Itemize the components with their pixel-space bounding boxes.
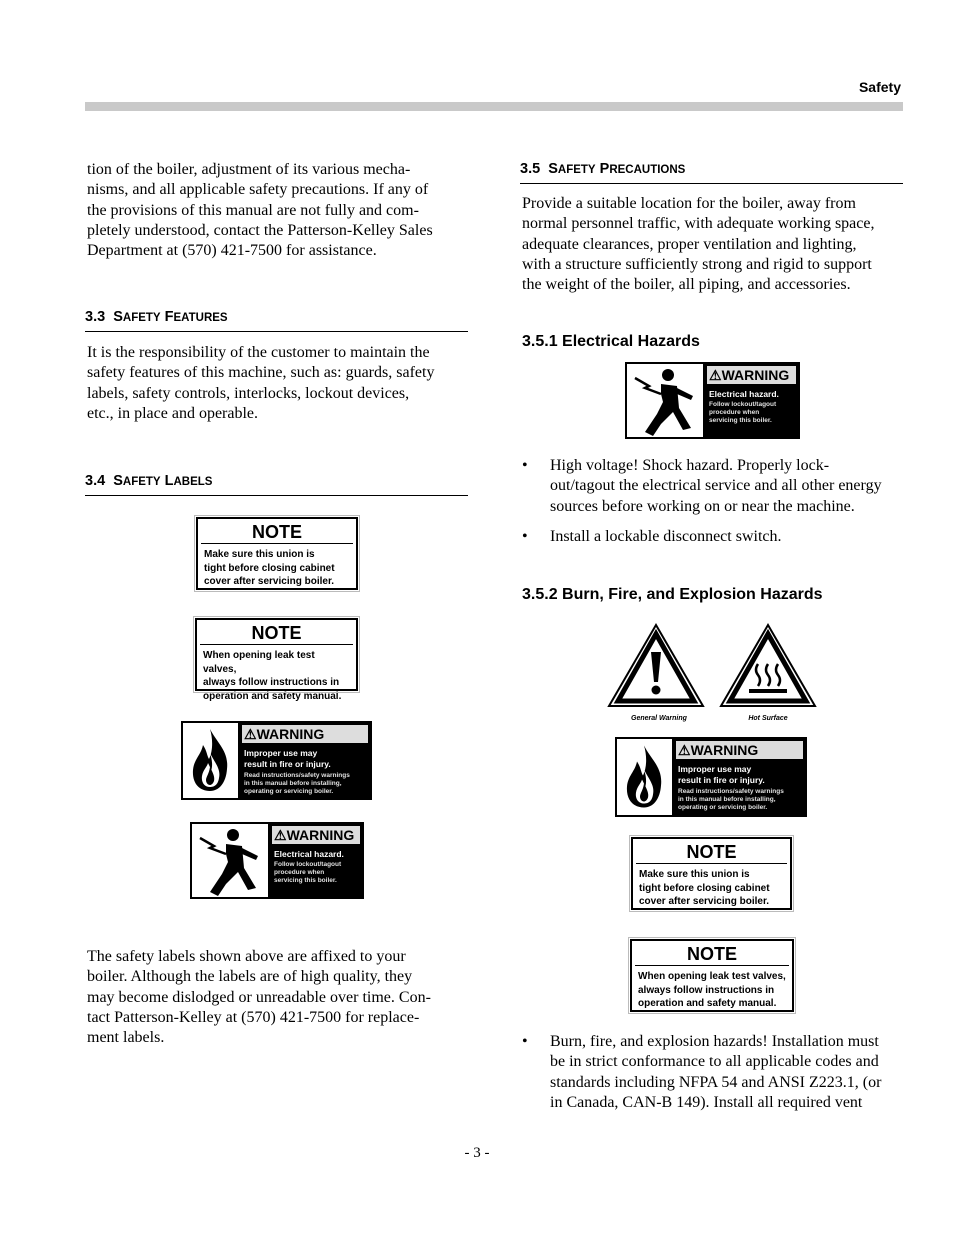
general-warning-caption: General Warning bbox=[631, 715, 687, 722]
burn-hazards-list bbox=[522, 1032, 904, 1123]
list-item: • Burn, fire, and explosion hazards! Installation must be in strict conformance to all applicable codes and standards including NFPA 54 and ANSI Z223.1, (or in Canada, CAN-B 149). Install all required vent bbox=[522, 1032, 904, 1113]
page-number: - 3 - bbox=[464, 1145, 490, 1161]
running-header-title: Safety bbox=[858, 79, 901, 95]
hot-surface-caption: Hot Surface bbox=[748, 715, 788, 722]
heading-3-4-safety-labels: 3.4 SAFETY LABELS bbox=[85, 473, 468, 496]
heading-3-3-safety-features: 3.3 SAFETY FEATURES bbox=[85, 309, 468, 332]
safety-precautions-paragraph: Provide a suitable location for the boiler, away from normal personnel traffic, with adequate working space, adequate clearances, proper ventilation and lighting, with a structure sufficiently strong and rigid to support the weight of the boiler, all piping, and accessories. bbox=[522, 195, 875, 294]
safety-features-paragraph: It is the responsibility of the customer to maintain the safety features of this machine, such as: guards, safety labels, safety controls, interlocks, lockout devices, etc., in place and operable. bbox=[87, 344, 435, 422]
electric-shock-icon bbox=[627, 364, 705, 437]
heading-3-5-1-electrical-hazards: 3.5.1 Electrical Hazards bbox=[522, 333, 700, 350]
note-label-union: NOTE Make sure this union is tight before closing cabinet cover after servicing boiler. bbox=[196, 517, 358, 590]
list-item: • High voltage! Shock hazard. Properly lock- out/tagout the electrical service and all other energy sources before working on or near the machine. bbox=[522, 456, 904, 517]
header-rule bbox=[85, 102, 903, 111]
electrical-hazards-list bbox=[522, 456, 904, 557]
hot-surface-icon bbox=[718, 622, 818, 710]
warning-label-electrical-2: ⚠WARNING Electrical hazard. Follow lockout/tagout procedure when servicing this boiler. bbox=[625, 362, 800, 439]
electric-shock-icon bbox=[192, 824, 270, 897]
intro-paragraph: tion of the boiler, adjustment of its various mecha- nisms, and all applicable safety precautions. If any of the provisions of this manual are not fully and com- pletely understood, contact the Patterson-Kelley Sales Department at (570) 421-7500 for assistance. bbox=[87, 161, 433, 260]
warning-label-fire-2: ⚠WARNING Improper use may result in fire or injury. Read instructions/safety warnings in this manual before installing, operating or servicing boiler. bbox=[615, 737, 807, 817]
labels-replacement-paragraph: The safety labels shown above are affixed to your boiler. Although the labels are of high quality, they may become dislodged or unreadable over time. Con- tact Patterson-Kelley at (570) 421-7500 for replace- ment labels. bbox=[87, 948, 431, 1047]
note-label-valves: NOTE When opening leak test valves, always follow instructions in operation and safety manual. bbox=[195, 618, 358, 691]
note-label-valves-2: NOTE When opening leak test valves, always follow instructions in operation and safety manual. bbox=[630, 939, 794, 1012]
list-item: • Install a lockable disconnect switch. bbox=[522, 527, 904, 547]
flame-icon bbox=[617, 739, 674, 815]
warning-label-electrical: ⚠WARNING Electrical hazard. Follow lockout/tagout procedure when servicing this boiler. bbox=[190, 822, 364, 899]
heading-3-5-2-burn-fire-explosion-hazards: 3.5.2 Burn, Fire, and Explosion Hazards bbox=[522, 586, 823, 603]
note-label-union-2: NOTE Make sure this union is tight before closing cabinet cover after servicing boiler. bbox=[631, 837, 792, 910]
general-warning-icon bbox=[606, 622, 706, 710]
heading-3-5-safety-precautions: 3.5 SAFETY PRECAUTIONS bbox=[520, 161, 903, 184]
warning-label-fire: ⚠WARNING Improper use may result in fire or injury. Read instructions/safety warnings in this manual before installing, operating or servicing boiler. bbox=[181, 721, 372, 800]
flame-icon bbox=[183, 723, 240, 798]
